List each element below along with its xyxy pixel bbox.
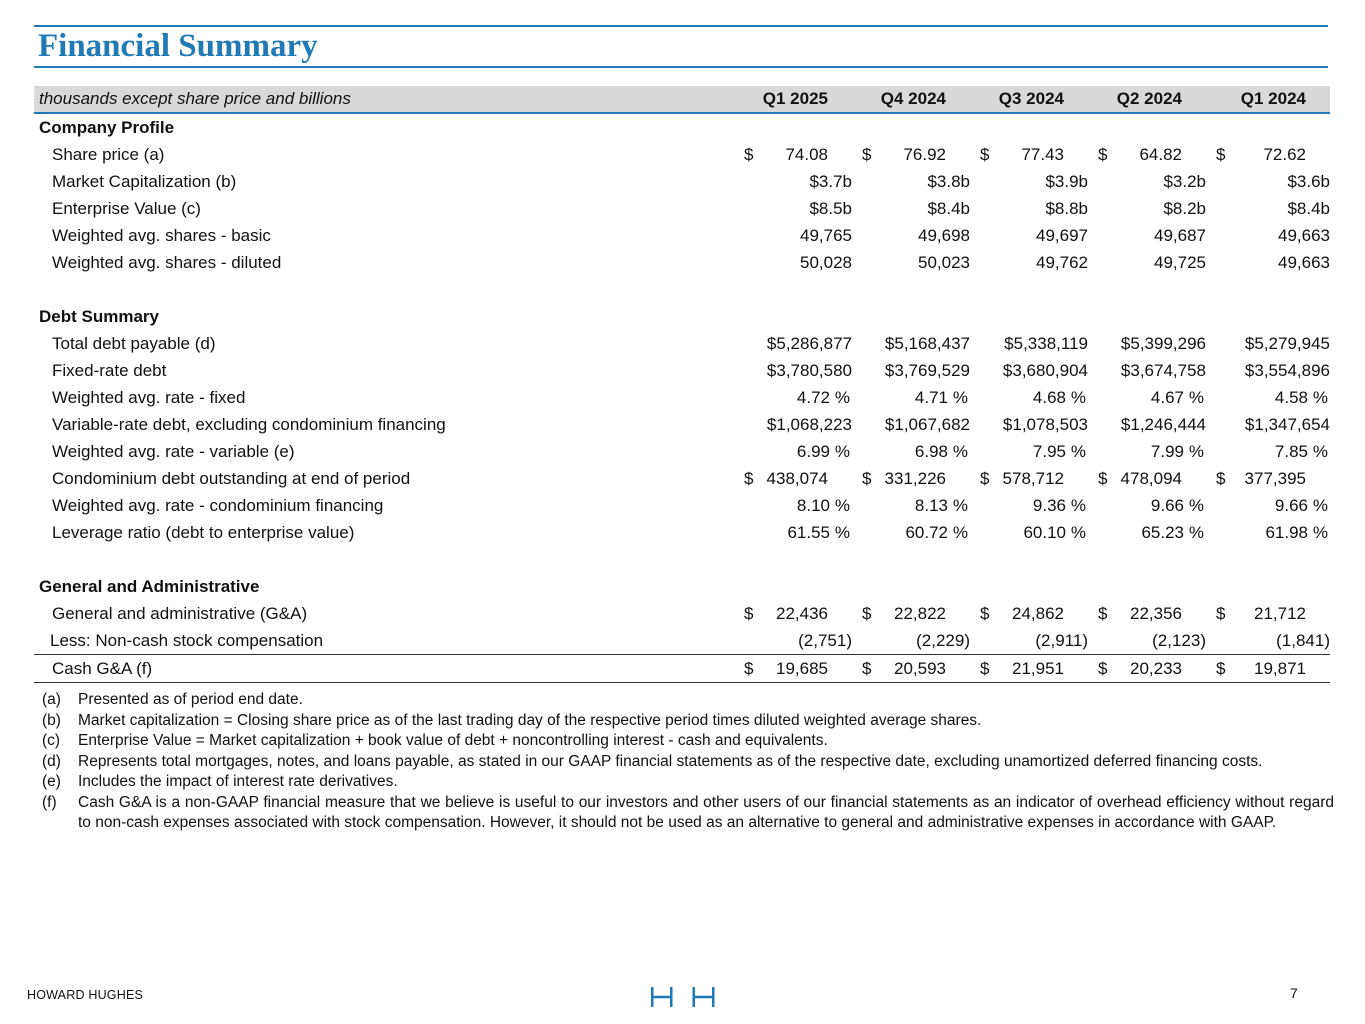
footnote-key: (b) — [42, 711, 61, 729]
value-cell — [852, 600, 970, 627]
period-header: Q4 2024 — [852, 86, 970, 113]
footnote-text: Includes the impact of interest rate derivatives. — [78, 773, 398, 790]
value: 7.99 — [1150, 441, 1184, 461]
percent-symbol: % — [952, 495, 968, 515]
value-cell — [852, 519, 970, 546]
table-row — [34, 222, 1330, 249]
value-cell — [734, 465, 852, 492]
value-cell — [1088, 465, 1206, 492]
value-cell: 49,762 — [1036, 252, 1088, 272]
value-cell: $1,347,654 — [1244, 414, 1330, 434]
value-cell: $8.2b — [1163, 198, 1206, 218]
table-row — [34, 195, 1330, 222]
value: 22,822 — [894, 603, 946, 623]
value: 74.08 — [785, 144, 828, 164]
section-header-row — [34, 303, 1330, 330]
row-label: Enterprise Value (c) — [52, 198, 201, 218]
row-label: General and administrative (G&A) — [52, 603, 308, 623]
currency-symbol: $ — [980, 144, 990, 164]
value-cell: 49,663 — [1278, 225, 1330, 245]
value: 331,226 — [884, 468, 946, 488]
section-header-row — [34, 113, 1330, 141]
value: 60.72 — [905, 522, 948, 542]
value-cell: (2,911) — [1035, 630, 1088, 650]
value-cell: 49,765 — [800, 225, 852, 245]
currency-symbol: $ — [1098, 658, 1108, 678]
value-cell — [1206, 141, 1330, 168]
value-cell — [852, 141, 970, 168]
value-cell: $8.4b — [927, 198, 970, 218]
period-header: Q2 2024 — [1088, 86, 1206, 113]
value-cell — [1206, 492, 1330, 519]
value-cell: 50,023 — [918, 252, 970, 272]
percent-symbol: % — [1312, 441, 1328, 461]
value-cell — [852, 655, 970, 683]
row-label: Condominium debt outstanding at end of period — [52, 468, 411, 488]
spacer-row — [34, 276, 1330, 303]
table-row — [34, 438, 1330, 465]
footnote-text: Presented as of period end date. — [78, 691, 303, 708]
currency-symbol: $ — [1216, 468, 1226, 488]
footnote-key: (a) — [42, 691, 61, 708]
value-cell: $8.4b — [1287, 198, 1330, 218]
value-cell: $3,680,904 — [1002, 360, 1088, 380]
row-label: Variable-rate debt, excluding condominium financing — [52, 414, 446, 434]
row-label: Cash G&A (f) — [34, 655, 734, 683]
value-cell — [852, 465, 970, 492]
footnote — [42, 752, 1334, 773]
table-row — [34, 357, 1330, 384]
value-cell: $1,067,682 — [884, 414, 970, 434]
row-label: Weighted avg. shares - basic — [52, 225, 271, 245]
value: 22,356 — [1130, 603, 1182, 623]
financial-summary-table — [34, 86, 1330, 683]
value-cell: $3,769,529 — [884, 360, 970, 380]
value-cell: $3.6b — [1287, 171, 1330, 191]
currency-symbol: $ — [744, 658, 754, 678]
value-cell: 49,687 — [1154, 225, 1206, 245]
value-cell — [852, 492, 970, 519]
currency-symbol: $ — [862, 144, 872, 164]
value: 77.43 — [1021, 144, 1064, 164]
value-cell: $5,338,119 — [1004, 333, 1088, 353]
percent-symbol: % — [1312, 387, 1328, 407]
value: 20,593 — [894, 658, 946, 678]
table-row — [34, 627, 1330, 655]
period-header: Q1 2024 — [1206, 86, 1330, 113]
row-label: Total debt payable (d) — [52, 333, 216, 353]
value-cell: $3,674,758 — [1120, 360, 1206, 380]
currency-symbol: $ — [1098, 603, 1108, 623]
value: 24,862 — [1012, 603, 1064, 623]
footer-company: HOWARD HUGHES — [27, 988, 144, 1002]
title-rule — [34, 66, 1328, 68]
row-label: Weighted avg. rate - variable (e) — [52, 441, 295, 461]
percent-symbol: % — [952, 387, 968, 407]
value-cell — [734, 655, 852, 683]
value-cell — [1088, 492, 1206, 519]
percent-symbol: % — [834, 522, 850, 542]
value: 7.85 — [1274, 441, 1308, 461]
value: 9.66 — [1150, 495, 1184, 515]
value: 9.36 — [1032, 495, 1066, 515]
table-row — [34, 411, 1330, 438]
currency-symbol: $ — [980, 468, 990, 488]
footnote-text: Market capitalization = Closing share price as of the last trading day of the respective period times diluted weighted average shares. — [78, 711, 982, 729]
percent-symbol: % — [1312, 522, 1328, 542]
percent-symbol: % — [952, 522, 968, 542]
table-row — [34, 655, 1330, 683]
value-cell — [852, 438, 970, 465]
value-cell — [1206, 438, 1330, 465]
percent-symbol: % — [1070, 495, 1086, 515]
value-cell — [1088, 141, 1206, 168]
value: 76.92 — [903, 144, 946, 164]
currency-symbol: $ — [1216, 144, 1226, 164]
percent-symbol: % — [1188, 522, 1204, 542]
value-cell — [970, 438, 1088, 465]
table-row — [34, 249, 1330, 276]
value-cell — [734, 519, 852, 546]
value: 20,233 — [1130, 658, 1182, 678]
value: 60.10 — [1023, 522, 1066, 542]
value-cell: $3.2b — [1163, 171, 1206, 191]
footnote-key: (e) — [42, 773, 61, 790]
value: 61.98 — [1265, 522, 1308, 542]
page-title: Financial Summary — [38, 28, 318, 64]
value-cell — [1206, 384, 1330, 411]
row-label: Weighted avg. rate - fixed — [52, 387, 246, 407]
value-cell — [1206, 519, 1330, 546]
value-cell — [1206, 600, 1330, 627]
value-cell: (1,841) — [1276, 630, 1330, 650]
footnote — [42, 711, 1334, 732]
value-cell: $3.7b — [809, 171, 852, 191]
value-cell — [734, 438, 852, 465]
value-cell — [1206, 655, 1330, 683]
footnote-key: (f) — [42, 793, 57, 811]
spacer-row — [34, 546, 1330, 573]
section-title: Debt Summary — [39, 306, 159, 326]
value-cell — [1088, 600, 1206, 627]
value-cell: $8.8b — [1045, 198, 1088, 218]
value: 21,712 — [1254, 603, 1306, 623]
currency-symbol: $ — [1098, 468, 1108, 488]
value: 65.23 — [1141, 522, 1184, 542]
currency-symbol: $ — [862, 468, 872, 488]
value: 4.72 — [796, 387, 830, 407]
section-title: Company Profile — [39, 117, 175, 137]
percent-symbol: % — [1070, 522, 1086, 542]
value: 72.62 — [1263, 144, 1306, 164]
percent-symbol: % — [1188, 495, 1204, 515]
row-label: Weighted avg. shares - diluted — [52, 252, 282, 272]
value-cell — [970, 600, 1088, 627]
value: 6.99 — [796, 441, 830, 461]
value-cell — [1088, 384, 1206, 411]
value-cell — [1088, 519, 1206, 546]
percent-symbol: % — [1188, 387, 1204, 407]
footnote — [42, 772, 1334, 793]
value-cell — [970, 465, 1088, 492]
value: 4.71 — [914, 387, 948, 407]
value-cell — [970, 492, 1088, 519]
footnote-key: (c) — [42, 732, 61, 749]
value-cell — [1088, 438, 1206, 465]
table-header-row — [34, 86, 1330, 113]
value: 19,685 — [776, 658, 828, 678]
period-header: Q1 2025 — [734, 86, 852, 113]
value-cell: $3,780,580 — [766, 360, 852, 380]
footnote — [42, 731, 1334, 752]
value-cell — [1206, 465, 1330, 492]
table-row — [34, 384, 1330, 411]
table-row — [34, 519, 1330, 546]
percent-symbol: % — [1312, 495, 1328, 515]
footnote — [42, 690, 1334, 711]
value-cell — [734, 492, 852, 519]
percent-symbol: % — [1188, 441, 1204, 461]
value: 377,395 — [1244, 468, 1306, 488]
value: 19,871 — [1254, 658, 1306, 678]
value-cell: 50,028 — [800, 252, 852, 272]
value-cell: (2,229) — [916, 630, 970, 650]
value-cell: $5,286,877 — [766, 333, 852, 353]
value-cell — [1088, 655, 1206, 683]
value-cell — [970, 384, 1088, 411]
footnote-text: Represents total mortgages, notes, and loans payable, as stated in our GAAP financial statements as of the respective date, excluding unamortized deferred financing costs. — [78, 752, 1263, 770]
value-cell: (2,123) — [1152, 630, 1206, 650]
currency-symbol: $ — [980, 658, 990, 678]
table-row — [34, 141, 1330, 168]
section-title: General and Administrative — [39, 576, 260, 596]
value-cell: $1,078,503 — [1002, 414, 1088, 434]
value: 7.95 — [1032, 441, 1066, 461]
row-label: Less: Non-cash stock compensation — [50, 630, 324, 650]
table-row — [34, 330, 1330, 357]
row-label: Market Capitalization (b) — [52, 171, 237, 191]
value-cell — [852, 384, 970, 411]
percent-symbol: % — [1070, 441, 1086, 461]
section-header-row — [34, 573, 1330, 600]
value-cell — [970, 655, 1088, 683]
currency-symbol: $ — [744, 468, 754, 488]
percent-symbol: % — [834, 441, 850, 461]
value-cell: $1,246,444 — [1120, 414, 1206, 434]
table-row — [34, 600, 1330, 627]
value-cell: 49,698 — [918, 225, 970, 245]
value: 8.10 — [796, 495, 830, 515]
percent-symbol: % — [952, 441, 968, 461]
value-cell: $3,554,896 — [1244, 360, 1330, 380]
value-cell — [734, 600, 852, 627]
units-label: thousands except share price and billions — [34, 86, 734, 113]
value-cell — [734, 141, 852, 168]
value-cell — [970, 519, 1088, 546]
value-cell — [734, 384, 852, 411]
value-cell — [970, 141, 1088, 168]
value: 8.13 — [914, 495, 948, 515]
value: 64.82 — [1139, 144, 1182, 164]
value-cell: $3.8b — [927, 171, 970, 191]
row-label: Share price (a) — [52, 144, 165, 164]
page-number: 7 — [1290, 985, 1298, 1001]
currency-symbol: $ — [1216, 603, 1226, 623]
value-cell: $5,279,945 — [1244, 333, 1330, 353]
percent-symbol: % — [1070, 387, 1086, 407]
percent-symbol: % — [834, 387, 850, 407]
row-label: Weighted avg. rate - condominium financing — [52, 495, 384, 515]
value: 4.67 — [1150, 387, 1184, 407]
footnote-key: (d) — [42, 752, 61, 770]
table-row — [34, 168, 1330, 195]
currency-symbol: $ — [1098, 144, 1108, 164]
currency-symbol: $ — [862, 658, 872, 678]
value: 578,712 — [1002, 468, 1064, 488]
currency-symbol: $ — [980, 603, 990, 623]
value: 22,436 — [776, 603, 828, 623]
value-cell: (2,751) — [798, 630, 852, 650]
value-cell: $1,068,223 — [766, 414, 852, 434]
value: 61.55 — [787, 522, 830, 542]
footnote — [42, 793, 1334, 834]
row-label: Fixed-rate debt — [52, 360, 167, 380]
percent-symbol: % — [834, 495, 850, 515]
value: 4.58 — [1274, 387, 1308, 407]
value-cell: $8.5b — [809, 198, 852, 218]
currency-symbol: $ — [744, 144, 754, 164]
currency-symbol: $ — [862, 603, 872, 623]
table-row — [34, 492, 1330, 519]
currency-symbol: $ — [1216, 658, 1226, 678]
row-label: Leverage ratio (debt to enterprise value) — [52, 522, 355, 542]
value-cell: $5,399,296 — [1120, 333, 1206, 353]
value: 478,094 — [1120, 468, 1182, 488]
value: 9.66 — [1274, 495, 1308, 515]
footnotes — [42, 690, 1334, 834]
table-row — [34, 465, 1330, 492]
value: 438,074 — [766, 468, 828, 488]
period-header: Q3 2024 — [970, 86, 1088, 113]
value: 21,951 — [1012, 658, 1064, 678]
value: 6.98 — [914, 441, 948, 461]
value-cell: $5,168,437 — [884, 333, 970, 353]
footnote-text: Enterprise Value = Market capitalization + book value of debt + noncontrolling interest - cash and equivalents. — [78, 732, 828, 749]
value-cell: 49,725 — [1154, 252, 1206, 272]
value: 4.68 — [1032, 387, 1066, 407]
footnote-text: Cash G&A is a non-GAAP financial measure that we believe is useful to our investors and other users of our financial statements as an indicator of overhead efficiency without regard to non-cash expenses associated with stock compensation. However, it should not be used as an alternative to general and administrative expenses in accordance with GAAP. — [78, 793, 1334, 831]
value-cell: $3.9b — [1045, 171, 1088, 191]
value-cell: 49,663 — [1278, 252, 1330, 272]
value-cell: 49,697 — [1036, 225, 1088, 245]
hh-logo-icon — [650, 986, 716, 1008]
currency-symbol: $ — [744, 603, 754, 623]
